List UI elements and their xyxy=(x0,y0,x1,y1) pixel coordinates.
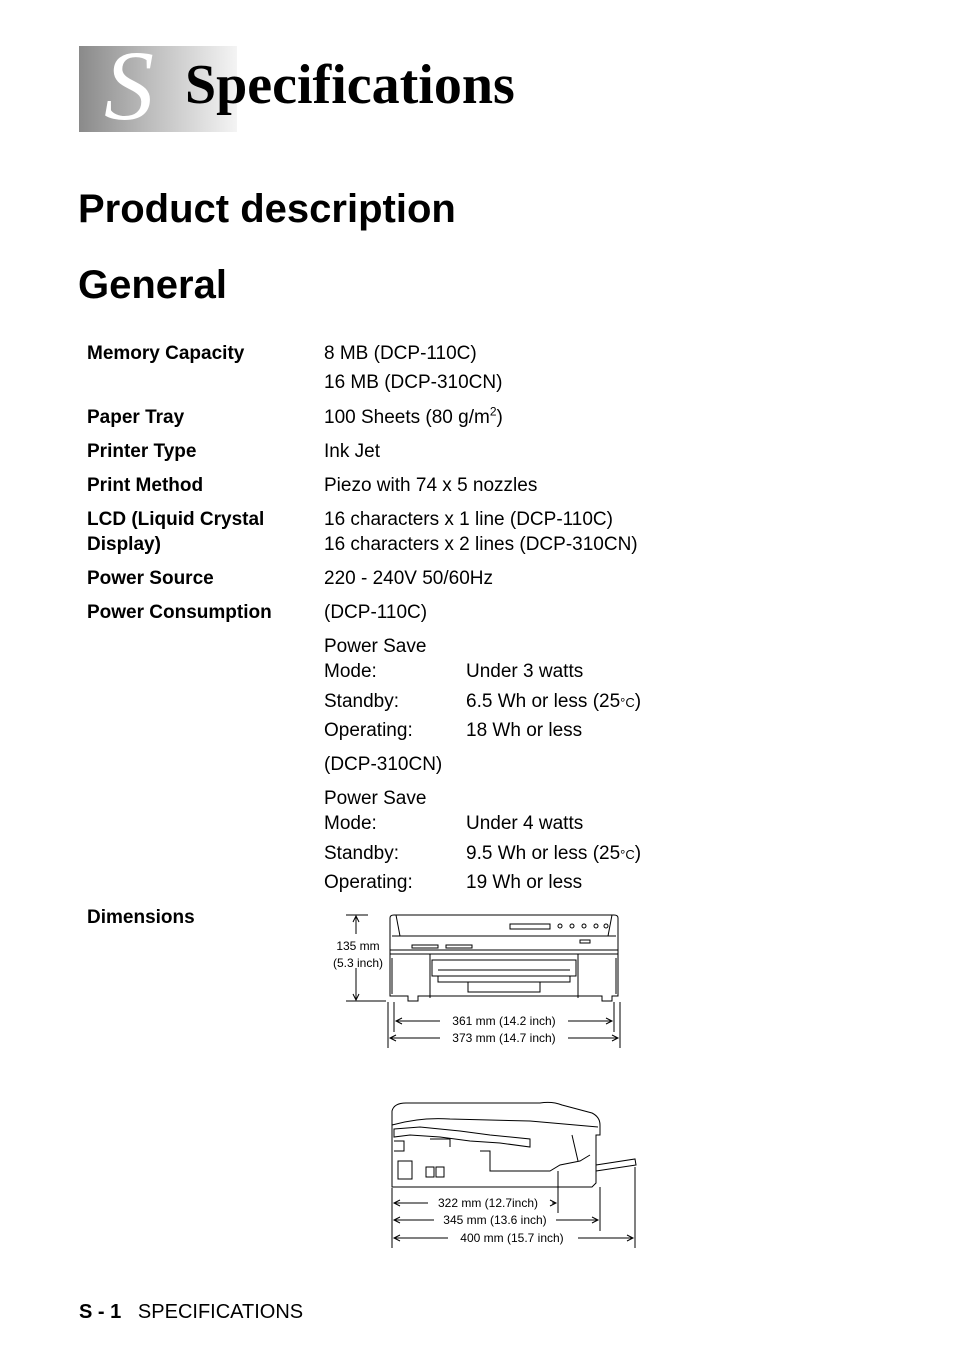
lcd-label-line-2: Display) xyxy=(87,534,161,555)
front-width-outer: 373 mm (14.7 inch) xyxy=(452,1031,556,1045)
dimensions-label: Dimensions xyxy=(87,907,195,928)
lcd-value-1: 16 characters x 1 line (DCP-110C) xyxy=(324,509,613,530)
power-save-label-2b: Mode: xyxy=(324,813,377,834)
front-width-inner: 361 mm (14.2 inch) xyxy=(452,1014,556,1028)
printer-side-view-diagram xyxy=(380,1095,650,1255)
standby-label-2: Standby: xyxy=(324,843,399,864)
paper-tray-value: 100 Sheets (80 $g/m^2$) xyxy=(324,404,503,428)
standby-label-1: Standby: xyxy=(324,691,399,712)
operating-value-1: 18 Wh or less xyxy=(466,720,583,741)
operating-label-1: Operating: xyxy=(324,720,413,741)
model-heading-1: (DCP-110C) xyxy=(324,602,428,623)
power-consumption-label: Power Consumption xyxy=(87,602,272,623)
footer-section: SPECIFICATIONS xyxy=(137,1301,304,1323)
side-depth-3: 400 mm (15.7 inch) xyxy=(460,1231,564,1245)
operating-value-2: 19 Wh or less xyxy=(466,872,583,893)
paper-tray-label: Paper Tray xyxy=(87,407,185,428)
print-method-label: Print Method xyxy=(87,475,204,496)
lcd-value-2: 16 characters x 2 lines (DCP-310CN) xyxy=(324,534,638,555)
page-number: S - 1 xyxy=(79,1301,122,1323)
power-save-label-1a: Power Save xyxy=(324,636,427,657)
side-depth-1: 322 mm (12.7inch) xyxy=(437,1196,539,1210)
memory-label: Memory Capacity xyxy=(87,343,245,364)
memory-value-1: 8 MB (DCP-110C) xyxy=(324,343,477,364)
power-save-label-2a: Power Save xyxy=(324,788,427,809)
chapter-title: Specifications xyxy=(185,54,515,116)
power-save-label-1b: Mode: xyxy=(324,661,377,682)
chapter-letter: S xyxy=(104,30,154,141)
power-source-label: Power Source xyxy=(87,568,214,589)
standby-value-1: 6.5 Wh or less (25°C) xyxy=(466,691,642,712)
standby-value-2: 9.5 Wh or less (25°C) xyxy=(466,843,642,864)
printer-type-value: Ink Jet xyxy=(324,441,380,462)
power-save-value-2: Under 4 watts xyxy=(466,813,584,834)
print-method-value: Piezo with 74 x 5 nozzles xyxy=(324,475,538,496)
front-height-inch: (5.3 inch) xyxy=(332,956,384,970)
memory-value-2: 16 MB (DCP-310CN) xyxy=(324,372,503,393)
page-footer xyxy=(79,1300,303,1324)
model-heading-2: (DCP-310CN) xyxy=(324,754,443,775)
operating-label-2: Operating: xyxy=(324,872,413,893)
power-source-value: 220 - 240V 50/60Hz xyxy=(324,568,494,589)
power-save-value-1: Under 3 watts xyxy=(466,661,584,682)
section-heading: Product description xyxy=(78,187,456,231)
front-height-mm: 135 mm xyxy=(336,939,380,953)
printer-front-view-diagram xyxy=(320,910,640,1055)
lcd-label-line-1: LCD (Liquid Crystal xyxy=(87,509,265,530)
subsection-heading: General xyxy=(78,263,227,307)
side-depth-2: 345 mm (13.6 inch) xyxy=(443,1213,547,1227)
printer-type-label: Printer Type xyxy=(87,441,197,462)
